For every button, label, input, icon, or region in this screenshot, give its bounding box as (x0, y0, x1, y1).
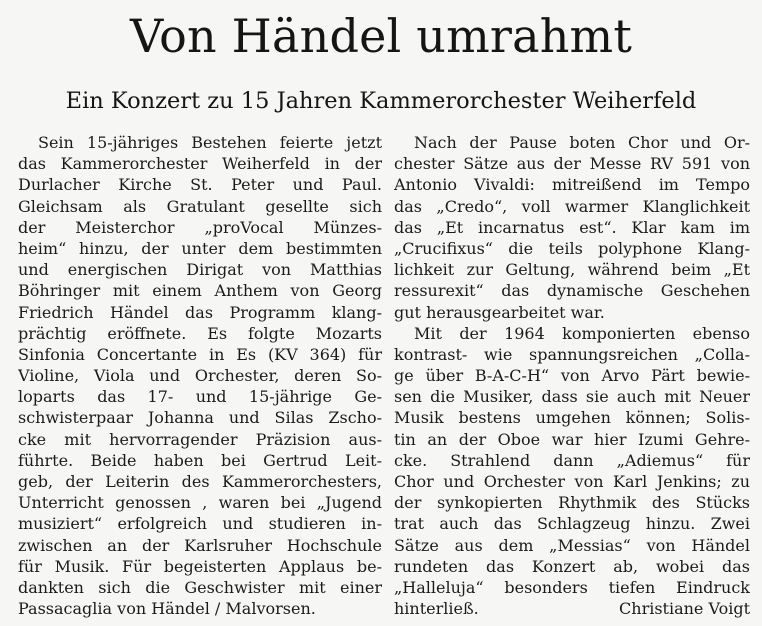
text-line: rundeten das Konzert ab, wobei das (394, 556, 750, 576)
text-line: Antonio Vivaldi: mitreißend im Tempo (394, 175, 750, 195)
article-headline: Von Händel umrahmt (129, 9, 633, 63)
text-line: Musik bestens umgehen können; Solis- (394, 408, 750, 428)
text-line: ge über B-A-C-H“ von Arvo Pärt bewie- (394, 366, 750, 386)
text-line: schwisterpaar Johanna und Silas Zscho- (18, 408, 382, 428)
text-line: musiziert“ erfolgreich und studieren in- (18, 514, 382, 534)
text-line: Nach der Pause boten Chor und Or- (414, 133, 750, 152)
text-line: tin an der Oboe war hier Izumi Gehre- (394, 429, 750, 449)
text-line: prächtig eröffnete. Es folgte Mozarts (18, 323, 382, 343)
text-line: das „Et incarnatus est“. Klar kam im (394, 217, 750, 237)
text-line: Passacaglia von Händel / Malvorsen. (18, 599, 316, 619)
text-line: Durlacher Kirche St. Peter und Paul. (18, 175, 382, 195)
text-line: gut herausgearbeitet war. (394, 302, 605, 322)
text-line: Sein 15-jähriges Bestehen feierte jetzt (38, 133, 382, 152)
text-line: kontrast- wie spannungsreichen „Colla- (394, 344, 750, 364)
text-line: cke mit hervorragender Präzision aus- (18, 429, 382, 449)
text-line: Sätze aus dem „Messias“ von Händel (394, 535, 750, 555)
text-line: Friedrich Händel das Programm klang- (18, 302, 382, 322)
byline-row (394, 598, 750, 619)
text-line: und energischen Dirigat von Matthias (18, 260, 382, 280)
text-line: Unterricht genossen , waren bei „Jugend (18, 493, 382, 513)
text-line: Gleichsam als Gratulant gesellte sich (18, 196, 382, 216)
text-line: Violine, Viola und Orchester, deren So- (18, 366, 382, 386)
text-line: Chor und Orchester von Karl Jenkins; zu (394, 472, 750, 491)
text-line: Böhringer mit einem Anthem von Georg (18, 281, 382, 301)
text-line: der Meisterchor „proVocal Münzes- (18, 217, 382, 237)
text-line: für Musik. Für begeisterten Applaus be- (18, 556, 382, 576)
text-line: dankten sich die Geschwister mit einer (18, 577, 382, 597)
text-line: zwischen an der Karlsruher Hochschule (18, 535, 382, 555)
text-line: das Kammerorchester Weiherfeld in der (18, 154, 382, 174)
text-line: „Halleluja“ besonders tiefen Eindruck (394, 577, 750, 597)
text-line: lichkeit zur Geltung, während beim „Et (394, 260, 750, 280)
text-line: das „Credo“, voll warmer Klanglichkeit (394, 196, 750, 216)
closing-text: hinterließ. (394, 599, 479, 619)
text-line: der synkopierten Rhythmik des Stücks (394, 493, 750, 513)
text-line: führte. Beide haben bei Gertrud Leit- (18, 450, 382, 470)
text-line: trat auch das Schlagzeug hinzu. Zwei (394, 514, 750, 534)
text-line: geb, der Leiterin des Kammerorchesters, (18, 472, 382, 491)
text-line: Mit der 1964 komponierten ebenso (414, 323, 750, 343)
text-line: „Crucifixus“ die teils polyphone Klang- (394, 238, 750, 258)
article-column-left (18, 132, 382, 619)
article-subheadline: Ein Konzert zu 15 Jahren Kammerorchester Weiherfeld (65, 88, 697, 114)
text-line: heim“ hinzu, der unter dem bestimmten (18, 238, 382, 258)
text-line: ressurexit“ das dynamische Geschehen (394, 281, 750, 301)
text-line: chester Sätze aus der Messe RV 591 von (394, 154, 750, 174)
author-byline: Christiane Voigt (619, 599, 750, 619)
text-line: sen die Musiker, dass sie auch mit Neuer (394, 387, 750, 407)
article-column-right (394, 132, 750, 619)
text-line: loparts das 17- und 15-jährige Ge- (18, 387, 382, 407)
text-line: Sinfonia Concertante in Es (KV 364) für (18, 344, 382, 364)
text-line: cke. Strahlend dann „Adiemus“ für (394, 450, 750, 470)
